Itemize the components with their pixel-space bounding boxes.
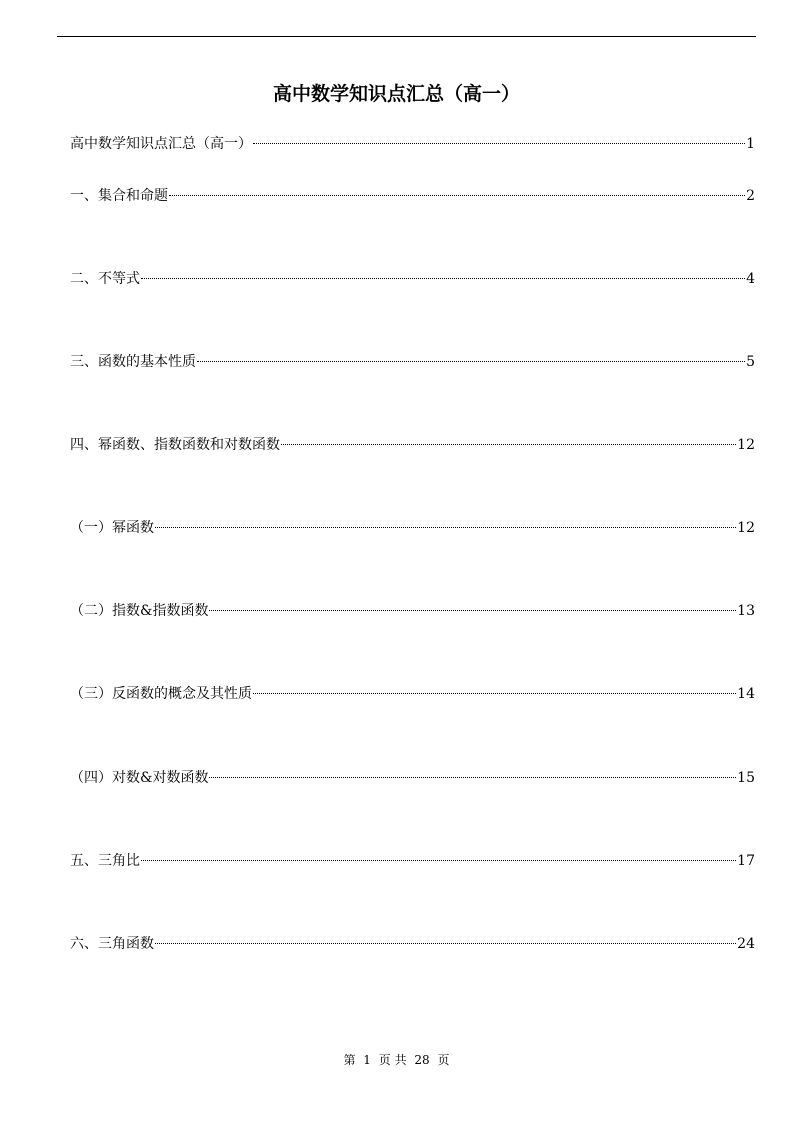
toc-entry-label: 四、幂函数、指数函数和对数函数 bbox=[70, 437, 280, 453]
toc-dot-leader bbox=[155, 527, 736, 528]
footer-current-page: 1 bbox=[363, 1053, 371, 1067]
toc-entry[interactable] bbox=[70, 851, 755, 871]
toc-dot-leader bbox=[197, 361, 745, 362]
toc-subentry[interactable] bbox=[70, 768, 755, 788]
toc-dot-leader bbox=[209, 610, 736, 611]
toc-entry[interactable] bbox=[70, 435, 755, 455]
header-rule bbox=[57, 36, 756, 37]
toc-entry-page: 15 bbox=[737, 770, 755, 786]
toc-entry[interactable] bbox=[70, 269, 755, 289]
toc-entry-page: 17 bbox=[737, 853, 755, 869]
toc-dot-leader bbox=[141, 278, 745, 279]
toc-subentry[interactable] bbox=[70, 684, 755, 704]
toc-entry-page: 24 bbox=[737, 936, 755, 952]
toc-dot-leader bbox=[141, 860, 736, 861]
toc-dot-leader bbox=[155, 943, 736, 944]
toc-entry-label: （三）反函数的概念及其性质 bbox=[70, 686, 252, 702]
toc-dot-leader bbox=[253, 693, 736, 694]
toc-subentry[interactable] bbox=[70, 518, 755, 538]
toc-entry-page: 1 bbox=[746, 136, 755, 152]
toc-subentry[interactable] bbox=[70, 601, 755, 621]
toc-entry-page: 12 bbox=[737, 437, 755, 453]
toc-entry-label: 高中数学知识点汇总（高一） bbox=[70, 136, 252, 152]
toc-entry-label: （四）对数&对数函数 bbox=[70, 770, 209, 786]
toc-dot-leader bbox=[253, 143, 745, 144]
toc-dot-leader bbox=[281, 444, 736, 445]
footer-total-pages: 28 bbox=[414, 1053, 430, 1067]
toc-entry-page: 14 bbox=[737, 686, 755, 702]
toc-entry-page: 13 bbox=[737, 603, 755, 619]
toc-entry-label: 三、函数的基本性质 bbox=[70, 354, 196, 370]
toc-entry-page: 2 bbox=[746, 188, 755, 204]
toc-entry-label: （二）指数&指数函数 bbox=[70, 603, 209, 619]
toc-entry-label: 五、三角比 bbox=[70, 853, 140, 869]
toc-entry[interactable] bbox=[70, 186, 755, 206]
toc-entry-label: 六、三角函数 bbox=[70, 936, 154, 952]
toc-dot-leader bbox=[169, 195, 745, 196]
toc-entry[interactable] bbox=[70, 934, 755, 954]
footer-middle: 页 共 bbox=[378, 1053, 407, 1067]
toc-entry-label: （一）幂函数 bbox=[70, 520, 154, 536]
footer-suffix: 页 bbox=[437, 1053, 450, 1067]
document-title: 高中数学知识点汇总（高一） bbox=[272, 83, 520, 105]
toc-entry-page: 12 bbox=[737, 520, 755, 536]
toc-entry-label: 二、不等式 bbox=[70, 271, 140, 287]
toc-dot-leader bbox=[209, 777, 736, 778]
toc-entry-page: 4 bbox=[746, 271, 755, 287]
footer-prefix: 第 bbox=[343, 1053, 356, 1067]
toc-entry[interactable] bbox=[70, 134, 755, 154]
toc-entry-page: 5 bbox=[746, 354, 755, 370]
page-footer bbox=[0, 1052, 793, 1068]
toc-entry[interactable] bbox=[70, 352, 755, 372]
toc-entry-label: 一、集合和命题 bbox=[70, 188, 168, 204]
